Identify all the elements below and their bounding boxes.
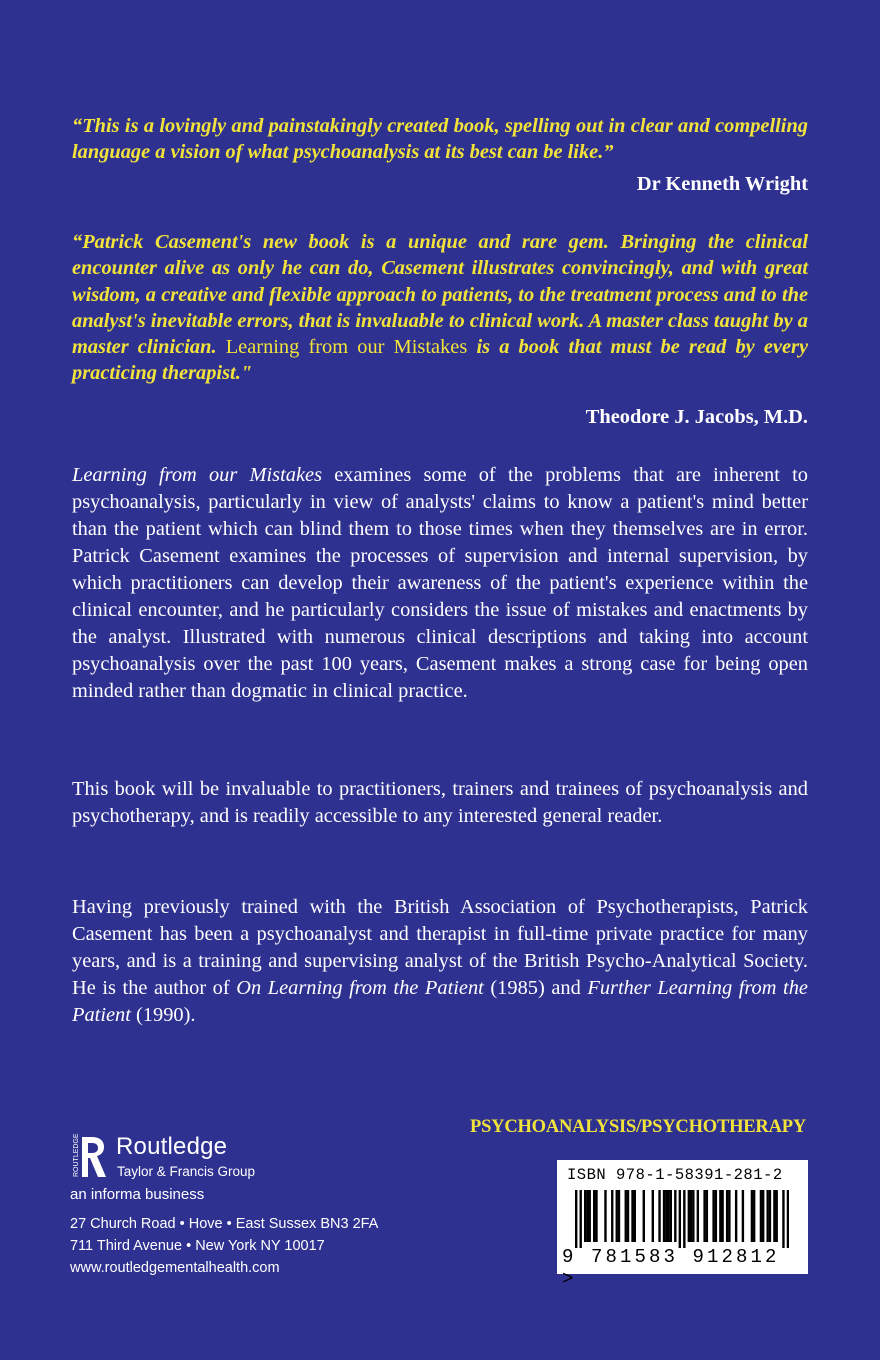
publisher-name: Routledge xyxy=(116,1133,228,1160)
barcode-bar xyxy=(712,1190,714,1242)
barcode-bar xyxy=(589,1190,591,1242)
author-bio-text: Having previously trained with the British Association of Psychotherapists, Patrick Casement has been a psychoanalyst and therapist in full-time private practice for many years, and is a training and supervising analyst of the British Psycho-Analytical Society. He is the author of xyxy=(72,896,808,999)
barcode-bar xyxy=(627,1190,629,1242)
barcode-bar xyxy=(593,1190,595,1242)
barcode-bar xyxy=(773,1190,775,1242)
barcode-bar xyxy=(575,1190,577,1248)
barcode-bar xyxy=(643,1190,645,1242)
review-quote-2-book-title: Learning from our Mistakes xyxy=(225,336,468,359)
author-bio-text-3: (1990). xyxy=(136,1004,196,1026)
publisher-website[interactable]: www.routledgementalhealth.com xyxy=(70,1260,280,1276)
barcode-bar xyxy=(782,1190,784,1248)
review-quote-2-text-end: is a book that must be read by every practicing therapist." xyxy=(72,336,808,385)
barcode-bar xyxy=(586,1190,588,1242)
barcode-bar xyxy=(665,1190,667,1242)
author-bio-text-2: (1985) and xyxy=(490,977,581,999)
barcode-bar xyxy=(616,1190,618,1242)
barcode-bar xyxy=(706,1190,708,1242)
audience-paragraph xyxy=(72,776,808,830)
barcode-bar xyxy=(719,1190,721,1242)
barcode-bar xyxy=(762,1190,764,1242)
routledge-logo-vertical-text: ROUTLEDGE xyxy=(73,1133,80,1177)
barcode-bar xyxy=(690,1190,692,1242)
publisher-address-uk: 27 Church Road • Hove • East Sussex BN3 2FA xyxy=(70,1216,379,1232)
barcode-bar xyxy=(683,1190,685,1248)
barcode-bar xyxy=(728,1190,730,1242)
barcode-bar xyxy=(631,1190,633,1242)
isbn-label: ISBN 978-1-58391-281-2 xyxy=(567,1166,783,1184)
barcode-bar xyxy=(769,1190,771,1242)
barcode-bar xyxy=(692,1190,694,1242)
barcode-bar xyxy=(658,1190,660,1242)
publisher-group: Taylor & Francis Group xyxy=(117,1164,256,1179)
review-quote-1-author: Dr Kenneth Wright xyxy=(636,173,808,195)
barcode-bar xyxy=(787,1190,789,1248)
barcode-bar xyxy=(735,1190,737,1242)
review-quote-2 xyxy=(72,229,808,387)
audience-text: This book will be invaluable to practitioners, trainers and trainees of psychoanalysis and psychotherapy, and is readily accessible to any interested general reader. xyxy=(72,778,808,827)
barcode-bar xyxy=(766,1190,768,1242)
book-description xyxy=(72,462,808,705)
subject-category: PSYCHOANALYSIS/PSYCHOTHERAPY xyxy=(469,1117,806,1137)
publisher-address-us: 711 Third Avenue • New York NY 10017 xyxy=(70,1238,325,1254)
barcode-bar xyxy=(742,1190,744,1242)
barcode-bar xyxy=(726,1190,728,1242)
barcode-bar xyxy=(697,1190,699,1242)
author-bio-book-2: Further Learning from the Patient xyxy=(72,977,808,1026)
barcode-bar xyxy=(652,1190,654,1242)
barcode-bar xyxy=(760,1190,762,1242)
review-quote-1-text: “This is a lovingly and painstakingly created book, spelling out in clear and compelling language a vision of what psychoanalysis at its best can be like.” xyxy=(72,115,808,164)
barcode-bar xyxy=(753,1190,755,1242)
barcode-bar xyxy=(625,1190,627,1242)
barcode-bar xyxy=(580,1190,582,1248)
barcode-bar xyxy=(751,1190,753,1242)
barcode-bar xyxy=(670,1190,672,1242)
barcode-bar xyxy=(663,1190,665,1242)
barcode-bars xyxy=(575,1190,789,1248)
author-bio xyxy=(72,894,808,1029)
isbn-barcode xyxy=(557,1160,808,1290)
barcode-bar xyxy=(703,1190,705,1242)
author-bio-book-1: On Learning from the Patient xyxy=(236,977,484,999)
barcode-bar xyxy=(611,1190,613,1242)
barcode-bar xyxy=(721,1190,723,1242)
barcode-bar xyxy=(674,1190,676,1242)
routledge-logo-icon xyxy=(68,1133,110,1181)
barcode-bar xyxy=(667,1190,669,1242)
barcode-bar xyxy=(595,1190,597,1242)
description-text: examines some of the problems that are inherent to psychoanalysis, particularly in view of analysts' claims to know a patient's mind better than the patient which can blind them to those times when they themselves are in error. Patrick Casement examines the processes of supervision and internal supervision, by which practitioners can develop their awareness of the patient's experience within the clinical encounter, and he particularly considers the issue of mistakes and enactments by the analyst. Illustrated with numerous clinical descriptions and taking into account psychoanalysis over the past 100 years, Casement makes a strong case for being open minded rather than dogmatic in clinical practice. xyxy=(72,464,808,702)
barcode-bar xyxy=(604,1190,606,1242)
barcode-digits: 9 781583 912812 > xyxy=(562,1246,780,1290)
barcode-bar xyxy=(715,1190,717,1242)
barcode-bar xyxy=(618,1190,620,1242)
description-book-title: Learning from our Mistakes xyxy=(72,464,323,486)
barcode-bar xyxy=(688,1190,690,1242)
review-quote-2-text: “Patrick Casement's new book is a unique and rare gem. Bringing the clinical encounter alive as only he can do, Casement illustrates convincingly, and with great wisdom, a creative and flexible approach to patients, to the treatment process and to the analyst's inevitable errors, that is invaluable to clinical work. A master class taught by a master clinician. xyxy=(72,231,808,359)
review-quote-1 xyxy=(72,113,808,166)
barcode-bar xyxy=(634,1190,636,1242)
barcode-bar xyxy=(584,1190,586,1242)
review-quote-2-author: Theodore J. Jacobs, M.D. xyxy=(585,406,808,428)
barcode-bar xyxy=(679,1190,681,1248)
publisher-tagline: an informa business xyxy=(70,1186,205,1203)
barcode-bar xyxy=(775,1190,777,1242)
